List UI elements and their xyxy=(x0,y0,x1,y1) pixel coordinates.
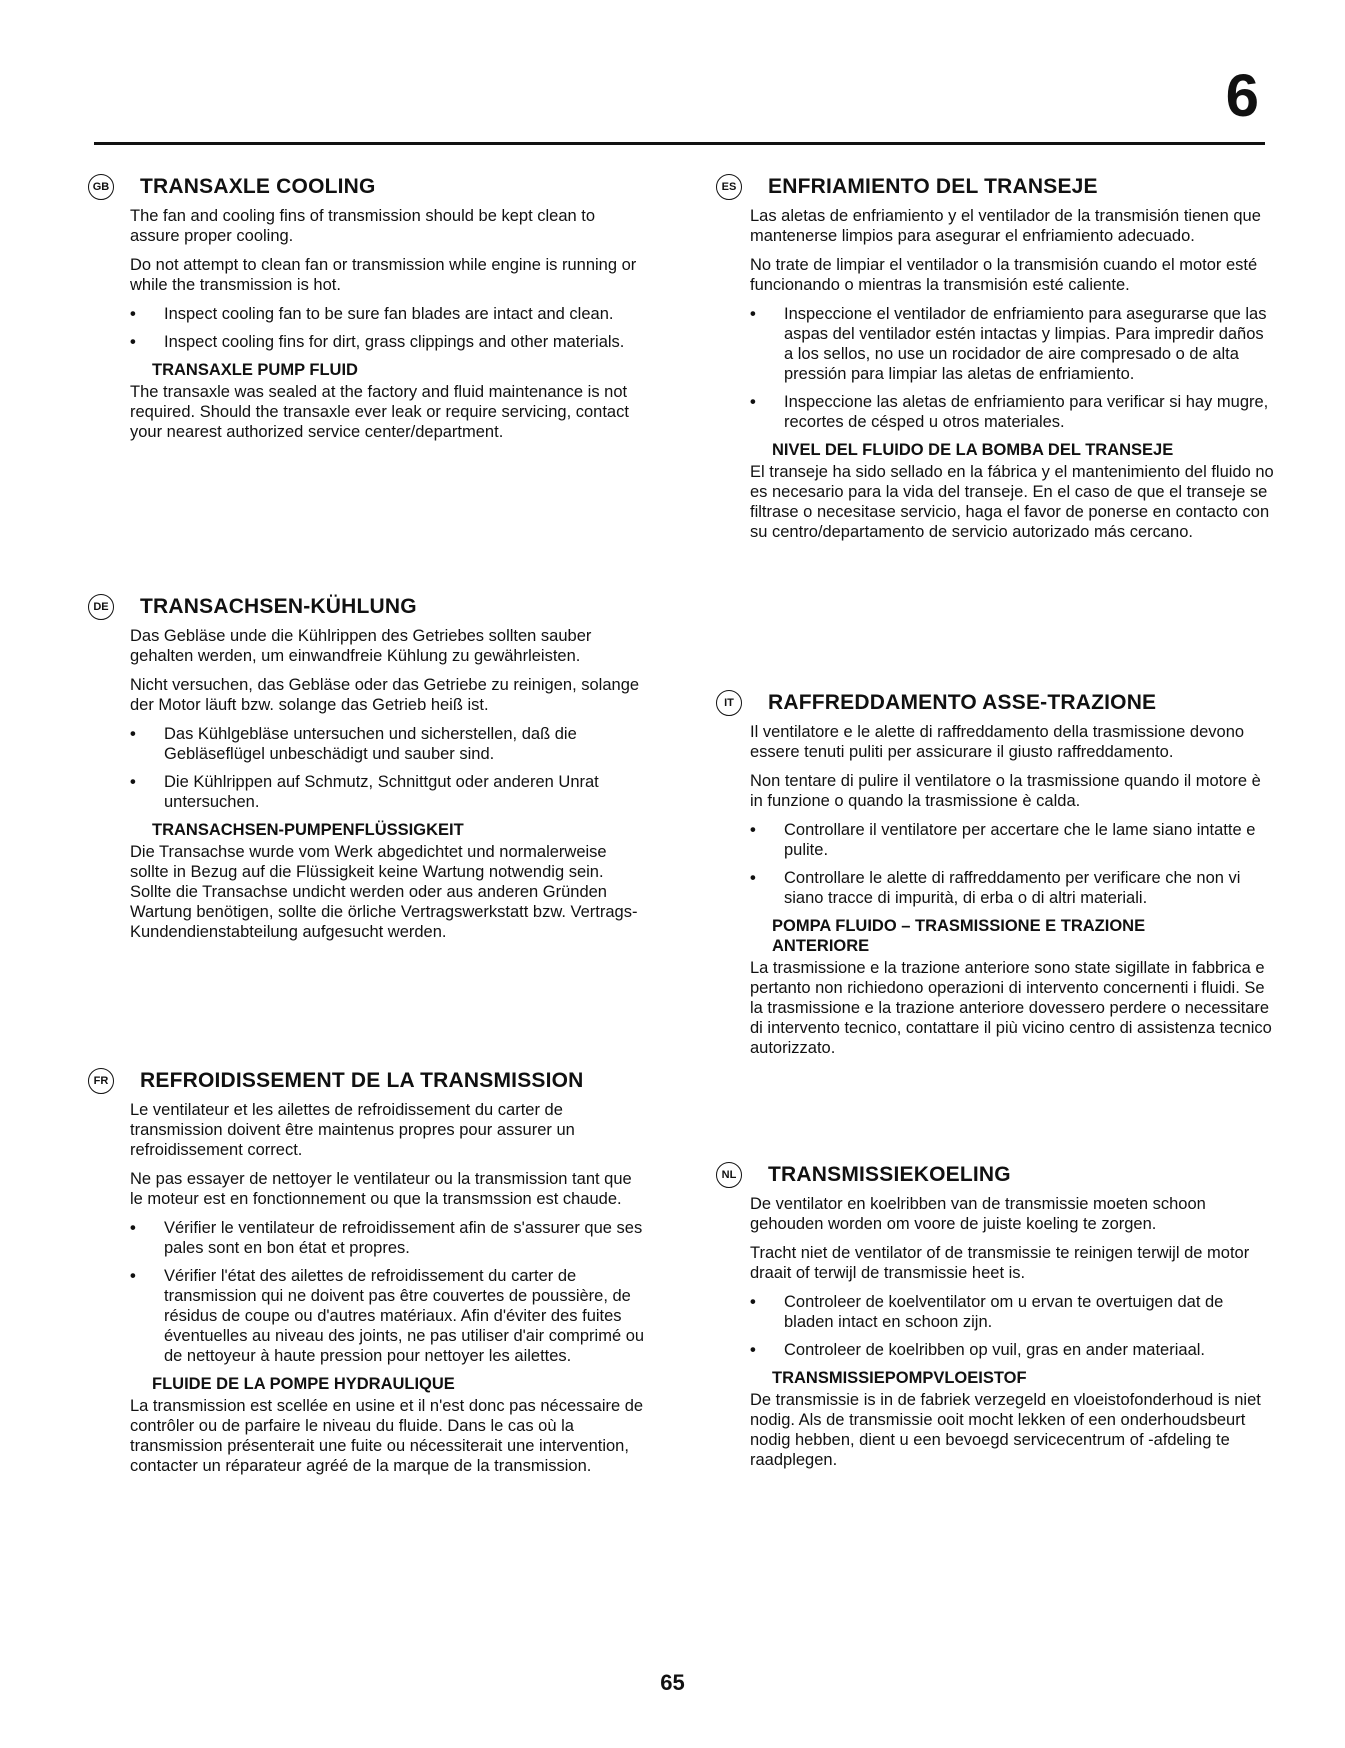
paragraph: La transmission est scellée en usine et il n'est donc pas nécessaire de contrôler ou de parfaire le niveau du fluide. Dans le cas où la transmission présenterait une fuite ou nécessiterait une intervention, contacter un réparateur agréé de la marque de la transmission. xyxy=(130,1397,644,1475)
list-item: • Vérifier l'état des ailettes de refroidissement du carter de transmission qui ne doivent pas être couvertes de poussière, de résidus de coupe ou d'autres matériaux. Afin d'éviter des fuites éventuelles au niveau des joints, ne pas utiliser d'air comprimé ou de nettoyeur à haute pression pour nettoyer les ailettes. xyxy=(130,1267,645,1365)
chapter-number: 6 xyxy=(1225,62,1259,129)
section-body xyxy=(88,626,648,942)
section-header xyxy=(716,688,1276,718)
bullet-icon: • xyxy=(750,821,756,839)
section-gb xyxy=(88,172,648,451)
bullet-list xyxy=(750,820,1276,908)
section-title: ENFRIAMIENTO DEL TRANSEJE xyxy=(768,175,1098,198)
paragraph: Tracht niet de ventilator of de transmissie te reinigen terwijl de motor draait of terwijl de transmissie heet is. xyxy=(750,1244,1250,1282)
bullet-icon: • xyxy=(130,725,136,743)
paragraph: The transaxle was sealed at the factory and fluid maintenance is not required. Should the transaxle ever leak or require servicing, contact your nearest authorized service center/department. xyxy=(130,383,629,441)
list-item: • Inspeccione el ventilador de enfriamiento para asegurarse que las aspas del ventilador estén intactas y limpias. Para impredir daños a los sellos, no use un rocidador de aire compresado o de alta pressión para limpiar las aletas de enfriamiento. xyxy=(750,305,1267,383)
bullet-icon: • xyxy=(130,1267,136,1285)
bullet-list xyxy=(750,304,1276,432)
language-badge-icon: GB xyxy=(88,174,114,200)
language-badge-icon: DE xyxy=(88,594,114,620)
section-it xyxy=(716,688,1276,1067)
paragraph: Nicht versuchen, das Gebläse oder das Getriebe zu reinigen, solange der Motor läuft bzw. solange das Getrieb heiß ist. xyxy=(130,676,640,714)
bullet-icon: • xyxy=(130,333,136,351)
paragraph: No trate de limpiar el ventilador o la transmisión cuando el motor esté funcionando o mientras la transmisión esté caliente. xyxy=(750,256,1258,294)
section-body xyxy=(88,1100,648,1476)
bullet-icon: • xyxy=(750,1341,756,1359)
section-body xyxy=(716,1194,1276,1470)
paragraph: Las aletas de enfriamiento y el ventilador de la transmisión tienen que mantenerse limpios para asegurar el enfriamiento adecuado. xyxy=(750,207,1261,245)
bullet-icon: • xyxy=(750,869,756,887)
bullet-icon: • xyxy=(130,305,136,323)
page-number: 65 xyxy=(660,1670,685,1695)
list-item: • Inspeccione las aletas de enfriamiento para verificar si hay mugre, recortes de césped u otros materiales. xyxy=(750,393,1269,431)
section-header xyxy=(88,1066,648,1096)
section-header xyxy=(716,1160,1276,1190)
bullet-icon: • xyxy=(130,1219,136,1237)
paragraph: Il ventilatore e le alette di raffreddamento della trasmissione devono essere tenuti puliti per assicurare il giusto raffreddamento. xyxy=(750,723,1245,761)
list-item: • Controleer de koelventilator om u ervan te overtuigen dat de bladen intact en schoon zijn. xyxy=(750,1293,1224,1331)
section-header xyxy=(716,172,1276,202)
list-item: • Inspect cooling fins for dirt, grass clippings and other materials. xyxy=(130,333,625,351)
language-badge-icon: NL xyxy=(716,1162,742,1188)
section-title: TRANSMISSIEKOELING xyxy=(768,1163,1011,1186)
section-title: TRANSAXLE COOLING xyxy=(140,175,376,198)
paragraph: De ventilator en koelribben van de transmissie moeten schoon gehouden worden om voore de juiste koeling te zorgen. xyxy=(750,1195,1206,1233)
list-item: • Controllare le alette di raffreddamento per verificare che non vi siano tracce di impurità, di erba o di altri materiali. xyxy=(750,869,1241,907)
list-item: • Vérifier le ventilateur de refroidissement afin de s'assurer que ses pales sont en bon état et propres. xyxy=(130,1219,643,1257)
paragraph: The fan and cooling fins of transmission should be kept clean to assure proper cooling. xyxy=(130,207,596,245)
paragraph: De transmissie is in de fabriek verzegeld en vloeistofonderhoud is niet nodig. Als de transmissie ooit mocht lekken of een onderhoudsbeurt nodig hebben, dient u een bevoegd servicecentrum of -afdeling te raadplegen. xyxy=(750,1391,1261,1469)
subsection-title: TRANSACHSEN-PUMPENFLÜSSIGKEIT xyxy=(152,821,464,839)
paragraph: El transeje ha sido sellado en la fábrica y el mantenimiento del fluido no es necesario para la vida del transeje. En el caso de que el transeje se filtrase o necesitase servicio, haga el favor de ponerse en contacto con su centro/departamento de servicio autorizado más cercano. xyxy=(750,463,1274,541)
paragraph: Do not attempt to clean fan or transmission while engine is running or while the transmission is hot. xyxy=(130,256,637,294)
paragraph: Non tentare di pulire il ventilatore o la trasmissione quando il motore è in funzione o quando la trasmissione è calda. xyxy=(750,772,1261,810)
section-header xyxy=(88,172,648,202)
section-fr xyxy=(88,1066,648,1485)
list-item: • Die Kühlrippen auf Schmutz, Schnittgut oder anderen Unrat untersuchen. xyxy=(130,773,599,811)
subsection-title: NIVEL DEL FLUIDO DE LA BOMBA DEL TRANSEJE xyxy=(772,441,1174,459)
paragraph: Das Gebläse unde die Kühlrippen des Getriebes sollten sauber gehalten werden, um einwandfreie Kühlung zu gewährleisten. xyxy=(130,627,592,665)
bullet-icon: • xyxy=(750,305,756,323)
bullet-list xyxy=(750,1292,1276,1360)
list-item: • Controllare il ventilatore per accertare che le lame siano intatte e pulite. xyxy=(750,821,1256,859)
section-body xyxy=(88,206,648,442)
bullet-icon: • xyxy=(750,393,756,411)
subsection-title: POMPA FLUIDO – TRASMISSIONE E TRAZIONE ANTERIORE xyxy=(772,917,1146,955)
section-title: RAFFREDDAMENTO ASSE-TRAZIONE xyxy=(768,691,1157,714)
list-item: • Inspect cooling fan to be sure fan blades are intact and clean. xyxy=(130,305,614,323)
bullet-icon: • xyxy=(130,773,136,791)
paragraph: La trasmissione e la trazione anteriore sono state sigillate in fabbrica e pertanto non richiedono operazioni di intervento concernenti i fluidi. Se la trasmissione e la trazione anteriore dovessero perdere o necessitare di intervento tecnico, contattare il più vicino centro di assistenza tecnico autorizzato. xyxy=(750,959,1272,1057)
bullet-list xyxy=(130,304,648,352)
section-title: REFROIDISSEMENT DE LA TRANSMISSION xyxy=(140,1069,584,1092)
subsection-title: TRANSAXLE PUMP FLUID xyxy=(152,361,358,379)
language-badge-icon: ES xyxy=(716,174,742,200)
list-item: • Controleer de koelribben op vuil, gras en ander materiaal. xyxy=(750,1341,1205,1359)
paragraph: Le ventilateur et les ailettes de refroidissement du carter de transmission doivent être maintenus propres pour assurer un refroidissement correct. xyxy=(130,1101,575,1159)
section-es xyxy=(716,172,1276,551)
bullet-list xyxy=(130,1218,648,1366)
section-title: TRANSACHSEN-KÜHLUNG xyxy=(140,595,417,618)
paragraph: Ne pas essayer de nettoyer le ventilateur ou la transmission tant que le moteur est en fonctionnement ou que la transmssion est chaude. xyxy=(130,1170,632,1208)
subsection-title: FLUIDE DE LA POMPE HYDRAULIQUE xyxy=(152,1375,455,1393)
header-rule xyxy=(94,142,1265,145)
section-nl xyxy=(716,1160,1276,1479)
section-de xyxy=(88,592,648,951)
language-badge-icon: FR xyxy=(88,1068,114,1094)
bullet-list xyxy=(130,724,648,812)
paragraph: Die Transachse wurde vom Werk abgedichtet und normalerweise sollte in Bezug auf die Flüssigkeit keine Wartung notwendig sein. Sollte die Transachse undicht werden oder aus anderen Gründen Wartung benötigen, sollte die örliche Vertragswerkstatt bzw. Vertrags-Kundendienstabteilung aufgesucht werden. xyxy=(130,843,638,941)
section-header xyxy=(88,592,648,622)
section-body xyxy=(716,722,1276,1058)
section-body xyxy=(716,206,1276,542)
subsection-title: TRANSMISSIEPOMPVLOEISTOF xyxy=(772,1369,1027,1387)
list-item: • Das Kühlgebläse untersuchen und sicherstellen, daß die Gebläseflügel unbeschädigt und sauber sind. xyxy=(130,725,577,763)
language-badge-icon: IT xyxy=(716,690,742,716)
bullet-icon: • xyxy=(750,1293,756,1311)
